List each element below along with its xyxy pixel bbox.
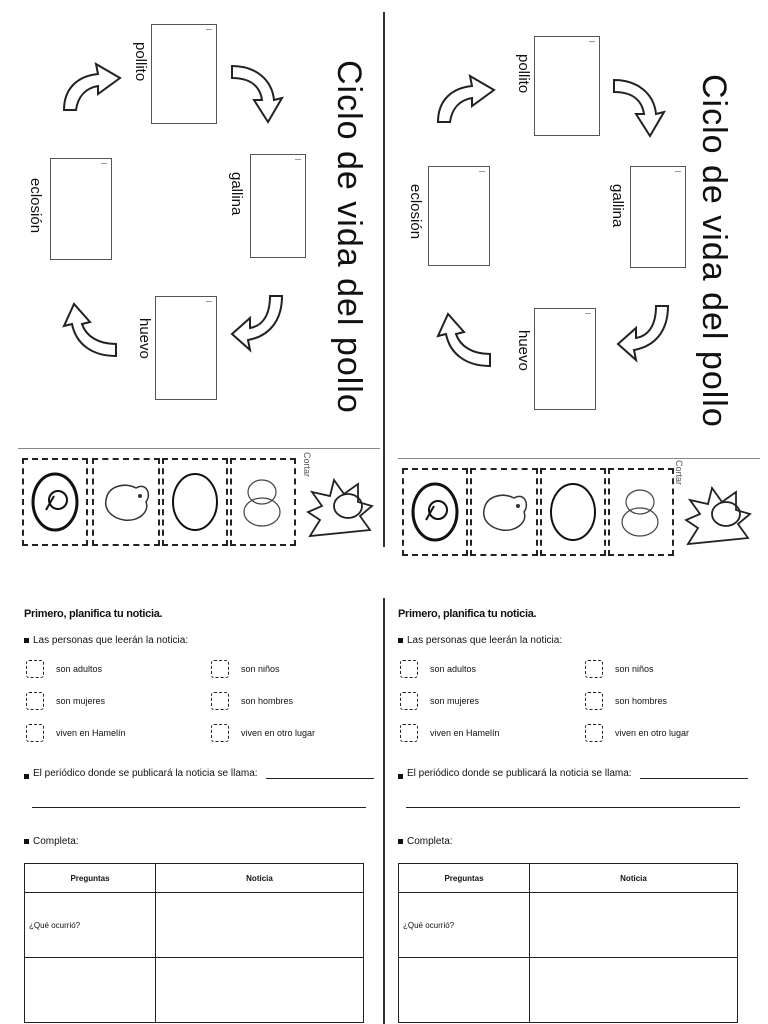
cut-line xyxy=(18,448,380,449)
answer-line[interactable] xyxy=(32,807,366,808)
question-complete xyxy=(24,836,374,847)
option-item[interactable] xyxy=(400,724,585,742)
chick-icon xyxy=(232,460,294,544)
egg-icon xyxy=(164,460,226,544)
header-questions: Preguntas xyxy=(399,864,530,893)
checkbox[interactable] xyxy=(400,692,418,710)
cut-line xyxy=(398,458,760,459)
hen-nest-icon xyxy=(678,474,756,554)
cutout-egg xyxy=(540,468,606,556)
curved-arrow-icon xyxy=(610,72,668,142)
reader-options xyxy=(400,660,748,742)
option-item[interactable] xyxy=(400,692,585,710)
bullet-icon xyxy=(398,774,403,779)
worksheet-title: Ciclo de vida del pollo xyxy=(695,74,733,428)
egg-label: huevo xyxy=(136,318,153,359)
option-label: son mujeres xyxy=(56,696,106,706)
checkbox[interactable] xyxy=(211,660,229,678)
bullet-icon xyxy=(24,839,29,844)
row-question xyxy=(399,958,530,1023)
question-text: Las personas que leerán la noticia: xyxy=(33,635,189,646)
plan-heading: Primero, planifica tu noticia. xyxy=(24,608,163,620)
header-news: Noticia xyxy=(530,864,738,893)
hen-icon xyxy=(472,470,536,554)
hen-nest-icon xyxy=(300,466,378,546)
column-divider xyxy=(383,12,385,547)
hen-icon xyxy=(94,460,158,544)
bullet-icon xyxy=(24,638,29,643)
checkbox[interactable] xyxy=(211,692,229,710)
bullet-icon xyxy=(398,638,403,643)
checkbox[interactable] xyxy=(400,724,418,742)
option-label: son niños xyxy=(241,664,280,674)
checkbox[interactable] xyxy=(585,660,603,678)
question-newspaper xyxy=(398,768,748,779)
news-table xyxy=(24,863,364,1023)
life-cycle-worksheet-left xyxy=(0,0,380,580)
question-text: El periódico donde se publicará la noticia se llama: xyxy=(33,768,258,779)
header-news: Noticia xyxy=(156,864,364,893)
cutout-chick xyxy=(230,458,296,546)
row-question: ¿Qué ocurrió? xyxy=(25,893,156,958)
option-label: son adultos xyxy=(56,664,103,674)
chick-box xyxy=(151,24,217,124)
bullet-icon xyxy=(24,774,29,779)
curved-arrow-icon xyxy=(616,300,674,366)
egg-box xyxy=(155,296,217,400)
cut-label: Cortar xyxy=(674,460,684,486)
hatching-box xyxy=(50,158,112,260)
option-item[interactable] xyxy=(211,660,371,678)
curved-arrow-icon xyxy=(56,302,120,362)
option-label: viven en otro lugar xyxy=(241,728,316,738)
option-label: son hombres xyxy=(241,696,294,706)
chick-label: pollito xyxy=(132,42,149,82)
egg-icon xyxy=(542,470,604,554)
option-label: viven en Hamelín xyxy=(56,728,126,738)
answer-cell[interactable] xyxy=(156,958,364,1023)
question-readers xyxy=(24,635,374,646)
egg-box xyxy=(534,308,596,410)
option-item[interactable] xyxy=(26,724,211,742)
question-readers xyxy=(398,635,748,646)
checkbox[interactable] xyxy=(585,724,603,742)
hen-label: gallina xyxy=(228,172,245,216)
cutout-hatching-egg xyxy=(402,468,468,556)
news-plan-left xyxy=(24,608,374,1023)
curved-arrow-icon xyxy=(430,312,494,372)
column-divider xyxy=(383,598,385,1024)
answer-cell[interactable] xyxy=(530,958,738,1023)
cut-label: Cortar xyxy=(302,452,312,478)
question-complete xyxy=(398,836,748,847)
checkbox[interactable] xyxy=(400,660,418,678)
egg-label: huevo xyxy=(515,330,532,371)
news-table xyxy=(398,863,738,1023)
reader-options xyxy=(26,660,374,742)
question-text: Completa: xyxy=(33,836,79,847)
cutout-hatching-egg xyxy=(22,458,88,546)
hen-label: gallina xyxy=(609,184,626,228)
checkbox[interactable] xyxy=(26,692,44,710)
chick-box xyxy=(534,36,600,136)
question-text: Las personas que leerán la noticia: xyxy=(407,635,563,646)
hatching-label: eclosión xyxy=(27,178,44,234)
checkbox[interactable] xyxy=(585,692,603,710)
option-item[interactable] xyxy=(211,692,371,710)
row-question xyxy=(25,958,156,1023)
hen-box xyxy=(250,154,306,258)
curved-arrow-icon xyxy=(228,58,286,128)
option-item[interactable] xyxy=(585,692,745,710)
question-newspaper xyxy=(24,768,374,779)
option-label: son niños xyxy=(615,664,654,674)
answer-cell[interactable] xyxy=(156,893,364,958)
question-text: El periódico donde se publicará la noticia se llama: xyxy=(407,768,632,779)
news-plan-right xyxy=(398,608,748,1023)
curved-arrow-icon xyxy=(230,290,288,356)
question-text: Completa: xyxy=(407,836,453,847)
cutout-hen xyxy=(470,468,538,556)
option-label: son mujeres xyxy=(430,696,480,706)
option-item[interactable] xyxy=(585,660,745,678)
bullet-icon xyxy=(398,839,403,844)
newspaper-name-line[interactable] xyxy=(640,777,748,779)
option-label: son adultos xyxy=(430,664,477,674)
option-item[interactable] xyxy=(585,724,745,742)
hatching-box xyxy=(428,166,490,266)
plan-heading: Primero, planifica tu noticia. xyxy=(398,608,537,620)
option-item[interactable] xyxy=(26,660,211,678)
life-cycle-worksheet-right xyxy=(388,0,768,580)
option-label: son hombres xyxy=(615,696,668,706)
answer-cell[interactable] xyxy=(530,893,738,958)
cutout-chick xyxy=(608,468,674,556)
hatching-label: eclosión xyxy=(407,184,424,240)
option-item[interactable] xyxy=(211,724,371,742)
chick-icon xyxy=(610,470,672,554)
chick-label: pollito xyxy=(515,54,532,94)
option-item[interactable] xyxy=(26,692,211,710)
worksheet-title: Ciclo de vida del pollo xyxy=(330,60,368,414)
checkbox[interactable] xyxy=(26,660,44,678)
option-label: viven en otro lugar xyxy=(615,728,690,738)
checkbox[interactable] xyxy=(26,724,44,742)
curved-arrow-icon xyxy=(432,70,500,128)
checkbox[interactable] xyxy=(211,724,229,742)
hatching-egg-icon xyxy=(404,470,466,554)
option-item[interactable] xyxy=(400,660,585,678)
hatching-egg-icon xyxy=(24,460,86,544)
newspaper-name-line[interactable] xyxy=(266,777,374,779)
row-question: ¿Qué ocurrió? xyxy=(399,893,530,958)
cutout-egg xyxy=(162,458,228,546)
answer-line[interactable] xyxy=(406,807,740,808)
option-label: viven en Hamelín xyxy=(430,728,500,738)
header-questions: Preguntas xyxy=(25,864,156,893)
hen-box xyxy=(630,166,686,268)
curved-arrow-icon xyxy=(58,58,126,116)
cutout-hen xyxy=(92,458,160,546)
